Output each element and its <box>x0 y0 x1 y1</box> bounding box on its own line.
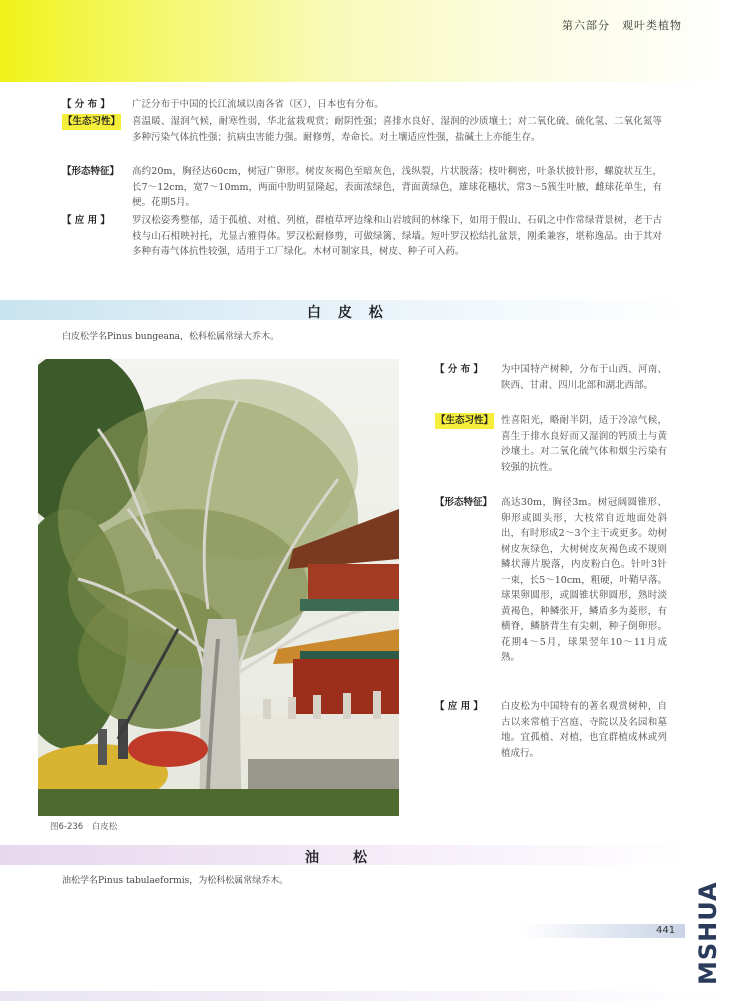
section-title-baipisong: 白 皮 松 <box>307 305 389 321</box>
section-title-yousong: 油 松 <box>305 850 369 866</box>
s2-field-distribution <box>435 362 667 393</box>
section-intro: 白皮松学名Pinus bungeana，松科松属常绿大乔木。 <box>62 332 279 342</box>
s2-field-ecology <box>435 413 667 475</box>
field-tag: 【形态特征】 <box>62 166 120 177</box>
field-tag: 【形态特征】 <box>435 497 493 508</box>
field-text: 高约20m，胸径达60cm，树冠广卵形。树皮灰褐色至暗灰色，浅纵裂，片状脱落；枝叶稠密，叶条状披针形，螺旋状互生，长7～12cm，宽7～10mm，两面中肋明显隆起，表面浓绿色，背面黄绿色，雄球花穗状，常3～5簇生叶腋，雌球花单生，有梗。花期5月。 <box>132 166 662 208</box>
field-tag: 【 分 布 】 <box>435 364 483 375</box>
field-tag: 【 应 用 】 <box>435 701 483 712</box>
field-text: 为中国特产树种，分布于山西、河南、陕西、甘肃、四川北部和湖北西部。 <box>501 364 667 391</box>
section-intro: 油松学名Pinus tabulaeformis，为松科松属常绿乔木。 <box>62 876 289 886</box>
watermark: MSHUA <box>694 881 722 985</box>
lacebark-pine-photo <box>38 359 399 816</box>
field-text: 广泛分布于中国的长江流域以南各省（区），日本也有分布。 <box>132 99 384 110</box>
field-text: 性喜阳光，略耐半阴，适于冷凉气候，喜生于排水良好而又湿润的钙质土与黄沙壤土。对二氧化硫气体和烟尘污染有较强的抗性。 <box>501 415 667 473</box>
field-tag: 【 应 用 】 <box>62 215 110 226</box>
header-band <box>0 0 730 82</box>
running-header: 第六部分 观叶类植物 <box>562 19 682 32</box>
field-text: 白皮松为中国特有的著名观赏树种，自古以来常植于宫庭、寺院以及名园和墓地。宜孤植、对植，也宜群植成林或列植成行。 <box>501 701 667 759</box>
field-tag: 【生态习性】 <box>62 114 121 130</box>
field-tag: 【生态习性】 <box>435 413 494 429</box>
s1-field-application <box>62 213 662 260</box>
page-number: 441 <box>656 925 676 936</box>
photo-caption: 图6-236 白皮松 <box>50 822 118 832</box>
s1-field-morphology <box>62 164 662 211</box>
footer-band <box>0 991 730 1001</box>
s1-field-ecology <box>62 114 662 145</box>
s1-field-distribution <box>62 97 662 113</box>
field-tag: 【 分 布 】 <box>62 99 110 110</box>
field-text: 罗汉松姿秀整郁，适于孤植、对植、列植，群植草坪边缘和山岩坡间的林缘下，如用于假山、石矶之中作常绿背景树，老干古枝与山石相映衬托，尤显古雅得体。罗汉松耐修剪，可做绿篱、绿墙。短叶罗汉松结扎盆景，刚柔兼容，堪称逸品。由于其对多种有毒气体抗性较强，适用于工厂绿化。木材可制家具，树皮、种子可入药。 <box>132 215 662 257</box>
field-text: 喜温暖、湿润气候，耐寒性弱，华北盆栽观赏；耐阴性强；喜排水良好、湿润的沙质壤土；对二氧化硫、硫化氢、二氧化氮等多种污染气体抗性强；抗病虫害能力强。耐修剪，寿命长。对土壤适应性强，盐碱土上亦能生存。 <box>132 116 662 143</box>
s2-field-application <box>435 699 667 761</box>
s2-field-morphology <box>435 495 667 666</box>
field-text: 高达30m，胸径3m。树冠阔圆锥形、卵形或圆头形，大枝常自近地面处斜出，有时形成2～3个主干或更多。幼树树皮灰绿色，大树树皮灰褐色或不规则鳞状薄片脱落，内皮粉白色。针叶3针一束，长5～10cm，粗硬，叶鞘早落。球果卵圆形，或圆锥状卵圆形，熟时淡黄褐色，种鳞张开，鳞盾多为菱形，有横脊，鳞脐背生有尖刺，种子倒卵形。花期4～5月，球果翌年10～11月成熟。 <box>501 497 667 663</box>
